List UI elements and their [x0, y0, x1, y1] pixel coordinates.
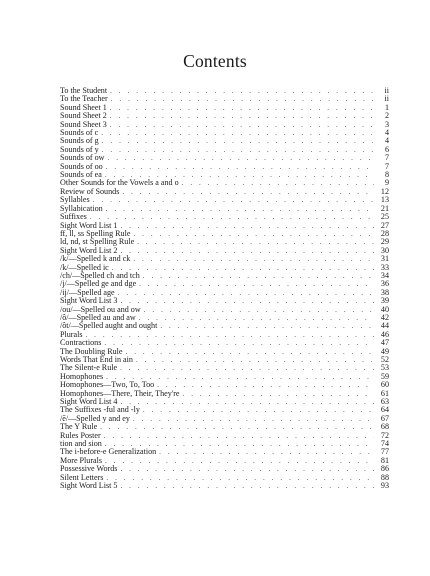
dot-leader: [110, 104, 374, 112]
dot-leader: [120, 465, 374, 473]
toc-entry-label: Sounds of g: [60, 136, 99, 146]
toc-entry-label: Sounds of ow: [60, 153, 105, 163]
toc-entry-label: /ij/—Spelled age: [60, 287, 115, 297]
dot-leader: [139, 280, 374, 288]
dot-leader: [122, 188, 374, 196]
toc-entry-page-number: 4: [384, 136, 389, 146]
toc-entry-label: Syllables: [60, 195, 90, 205]
toc-entry-page-number: 27: [380, 220, 389, 230]
toc-entry-label: To the Teacher: [60, 94, 108, 104]
toc-entry-page-number: 40: [380, 304, 389, 314]
toc-entry-page-number: 63: [380, 397, 389, 407]
toc-entry-page-number: 61: [380, 388, 389, 398]
toc-entry-page-number: 88: [380, 472, 389, 482]
dot-leader: [106, 474, 374, 482]
dot-leader: [104, 339, 374, 347]
toc-entry-page-number: 34: [380, 270, 389, 280]
toc-entry-label: Sound Sheet 2: [60, 111, 107, 121]
toc-entry-label: Syllabication: [60, 203, 103, 213]
toc-entry-page-number: 49: [380, 346, 389, 356]
toc-entry-label: /ē/—Spelled y and ey: [60, 413, 130, 423]
dot-leader: [111, 95, 374, 103]
toc-entry: [60, 448, 389, 456]
toc-entry-label: The Y Rule: [60, 422, 98, 432]
toc-entry-label: The Suffixes -ful and -ly: [60, 405, 140, 415]
toc-entry-page-number: 30: [380, 245, 389, 255]
dot-leader: [143, 406, 374, 414]
toc-entry-page-number: 6: [384, 144, 389, 154]
toc-entry-label: /k/—Spelled k and ck: [60, 254, 131, 264]
toc-entry-page-number: 47: [380, 338, 389, 348]
dot-leader: [137, 238, 374, 246]
toc-entry-page-number: 31: [380, 254, 389, 264]
dot-leader: [183, 390, 374, 398]
toc-entry-page-number: 7: [384, 153, 389, 163]
toc-entry: [60, 95, 389, 103]
dot-leader: [139, 314, 374, 322]
toc-entry-page-number: 3: [384, 119, 389, 129]
toc-entry-label: ff, ll, ss Spelling Rule: [60, 228, 131, 238]
toc-entry-label: Contractions: [60, 338, 102, 348]
toc-entry: [60, 137, 389, 145]
dot-leader: [110, 121, 374, 129]
toc-entry-label: tion and sion: [60, 439, 102, 449]
toc-entry-label: Sounds of oo: [60, 161, 103, 171]
toc-entry: [60, 322, 389, 330]
dot-leader: [144, 306, 374, 314]
dot-leader: [157, 381, 374, 389]
toc-entry-label: /j/—Spelled ge and dge: [60, 279, 137, 289]
toc-entry-label: Other Sounds for the Vowels a and o: [60, 178, 179, 188]
toc-entry-page-number: 39: [380, 296, 389, 306]
toc-entry-label: Sounds of ea: [60, 170, 102, 180]
toc-entry: [60, 205, 389, 213]
toc-entry: [60, 129, 389, 137]
toc-entry-page-number: 68: [380, 422, 389, 432]
dot-leader: [106, 205, 374, 213]
toc-entry: [60, 364, 389, 372]
toc-entry-page-number: 53: [380, 363, 389, 373]
toc-entry-label: /ôt/—Spelled aught and ought: [60, 321, 158, 331]
toc-entry-label: Sight Word List 2: [60, 245, 118, 255]
toc-entry-label: Sounds of c: [60, 128, 99, 138]
toc-entry-label: Sound Sheet 3: [60, 119, 107, 129]
toc-entry-page-number: 74: [380, 439, 389, 449]
dot-leader: [104, 432, 374, 440]
dot-leader: [105, 457, 374, 465]
dot-leader: [133, 255, 374, 263]
toc-entry-page-number: 28: [380, 228, 389, 238]
toc-entry-label: /ô/—Spelled au and aw: [60, 312, 136, 322]
toc-entry-label: Sound Sheet 1: [60, 102, 107, 112]
toc-entry: [60, 465, 389, 473]
toc-entry-label: Silent Letters: [60, 472, 104, 482]
toc-entry-page-number: 1: [384, 102, 389, 112]
dot-leader: [136, 356, 374, 364]
toc-entry: [60, 331, 389, 339]
toc-entry-label: Plurals: [60, 329, 83, 339]
toc-entry: [60, 87, 389, 95]
dot-leader: [160, 322, 374, 330]
toc-entry-page-number: 36: [380, 279, 389, 289]
toc-entry-label: Suffixes: [60, 212, 87, 222]
toc-entry-label: Homophones—There, Their, They're: [60, 388, 180, 398]
toc-entry-page-number: 2: [384, 111, 389, 121]
toc-entry-label: Sight Word List 3: [60, 296, 118, 306]
toc-entry-label: Words That End in ain: [60, 355, 133, 364]
dot-leader: [102, 146, 374, 154]
toc-entry-page-number: 7: [384, 161, 389, 171]
toc-entry-page-number: 4: [384, 128, 389, 138]
toc-entry-page-number: 44: [380, 321, 389, 331]
toc-entry-page-number: 60: [380, 380, 389, 390]
toc-entry-page-number: 21: [380, 203, 389, 213]
toc-entry-page-number: 8: [384, 170, 389, 180]
toc-entry-page-number: 12: [380, 186, 389, 196]
toc-entry-label: ld, nd, st Spelling Rule: [60, 237, 135, 247]
dot-leader: [90, 213, 374, 221]
dot-leader: [110, 112, 374, 120]
dot-leader: [93, 196, 374, 204]
dot-leader: [120, 222, 374, 230]
toc-entry-page-number: ii: [384, 94, 389, 104]
dot-leader: [133, 415, 374, 423]
toc-entry: [60, 415, 389, 423]
dot-leader: [133, 230, 374, 238]
toc-entry: [60, 146, 389, 154]
toc-entry-label: Sight Word List 5: [60, 481, 118, 491]
toc-entry-label: The Doubling Rule: [60, 346, 123, 356]
toc-entry-page-number: 46: [380, 329, 389, 339]
toc-entry-label: To the Student: [60, 86, 108, 95]
toc-entry: [60, 121, 389, 129]
toc-entry-label: Possessive Words: [60, 464, 118, 474]
toc-entry-page-number: ii: [384, 86, 389, 95]
toc-entry-page-number: 38: [380, 287, 389, 297]
dot-leader: [126, 348, 375, 356]
toc-entry-label: Sight Word List 4: [60, 397, 118, 407]
dot-leader: [159, 448, 374, 456]
toc-entry: [60, 104, 389, 112]
dot-leader: [120, 482, 374, 490]
dot-leader: [182, 179, 374, 187]
toc-entry-label: Sight Word List 1: [60, 220, 118, 230]
toc-entry: [60, 163, 389, 171]
dot-leader: [106, 163, 374, 171]
toc-entry: [60, 188, 389, 196]
toc-entry: [60, 255, 389, 263]
dot-leader: [143, 272, 374, 280]
toc-entry-page-number: 42: [380, 312, 389, 322]
toc-entry-label: Homophones: [60, 371, 104, 381]
toc-entry-label: More Plurals: [60, 455, 103, 465]
toc-entry-label: Review of Sounds: [60, 186, 120, 196]
toc-entry-page-number: 13: [380, 195, 389, 205]
dot-leader: [120, 247, 374, 255]
dot-leader: [112, 264, 374, 272]
toc-entry: [60, 482, 389, 490]
toc-entry-page-number: 59: [380, 371, 389, 381]
toc-entry-page-number: 64: [380, 405, 389, 415]
toc-entry-page-number: 77: [380, 447, 389, 457]
dot-leader: [85, 331, 374, 339]
dot-leader: [118, 289, 374, 297]
dot-leader: [102, 137, 374, 145]
toc-entry-label: /k/—Spelled ic: [60, 262, 109, 272]
page-title: Contents: [183, 51, 247, 71]
toc-entry-page-number: 29: [380, 237, 389, 247]
toc-entry-page-number: 33: [380, 262, 389, 272]
dot-leader: [110, 87, 374, 95]
toc-entry-page-number: 81: [380, 455, 389, 465]
toc-entry-label: Rules Poster: [60, 430, 101, 440]
toc-entry: [60, 112, 389, 120]
dot-leader: [120, 398, 374, 406]
toc-entry-label: The Silent-e Rule: [60, 363, 118, 373]
toc-entry-page-number: 67: [380, 413, 389, 423]
dot-leader: [101, 129, 374, 137]
toc-entry: [60, 196, 389, 204]
toc-entry-page-number: 86: [380, 464, 389, 474]
toc-entry-label: Sounds of y: [60, 144, 99, 154]
toc-entry-label: The i-before-e Generalization: [60, 447, 157, 457]
toc-entry-page-number: 25: [380, 212, 389, 222]
dot-leader: [100, 423, 374, 431]
toc-entry-page-number: 93: [380, 481, 389, 491]
toc-entry: [60, 432, 389, 440]
dot-leader: [108, 154, 374, 162]
dot-leader: [120, 364, 374, 372]
toc-entry: [60, 154, 389, 162]
toc-entry-label: /ch/—Spelled ch and tch: [60, 270, 140, 280]
toc-entry-page-number: 72: [380, 430, 389, 440]
toc-entry-page-number: 52: [380, 355, 389, 364]
dot-leader: [120, 297, 374, 305]
toc-entry-page-number: 9: [384, 178, 389, 188]
toc-entry: [60, 423, 389, 431]
toc-entry-label: /ou/—Spelled ou and ow: [60, 304, 141, 314]
toc-entry-label: Homophones—Two, To, Too: [60, 380, 155, 390]
table-of-contents: [60, 87, 389, 491]
